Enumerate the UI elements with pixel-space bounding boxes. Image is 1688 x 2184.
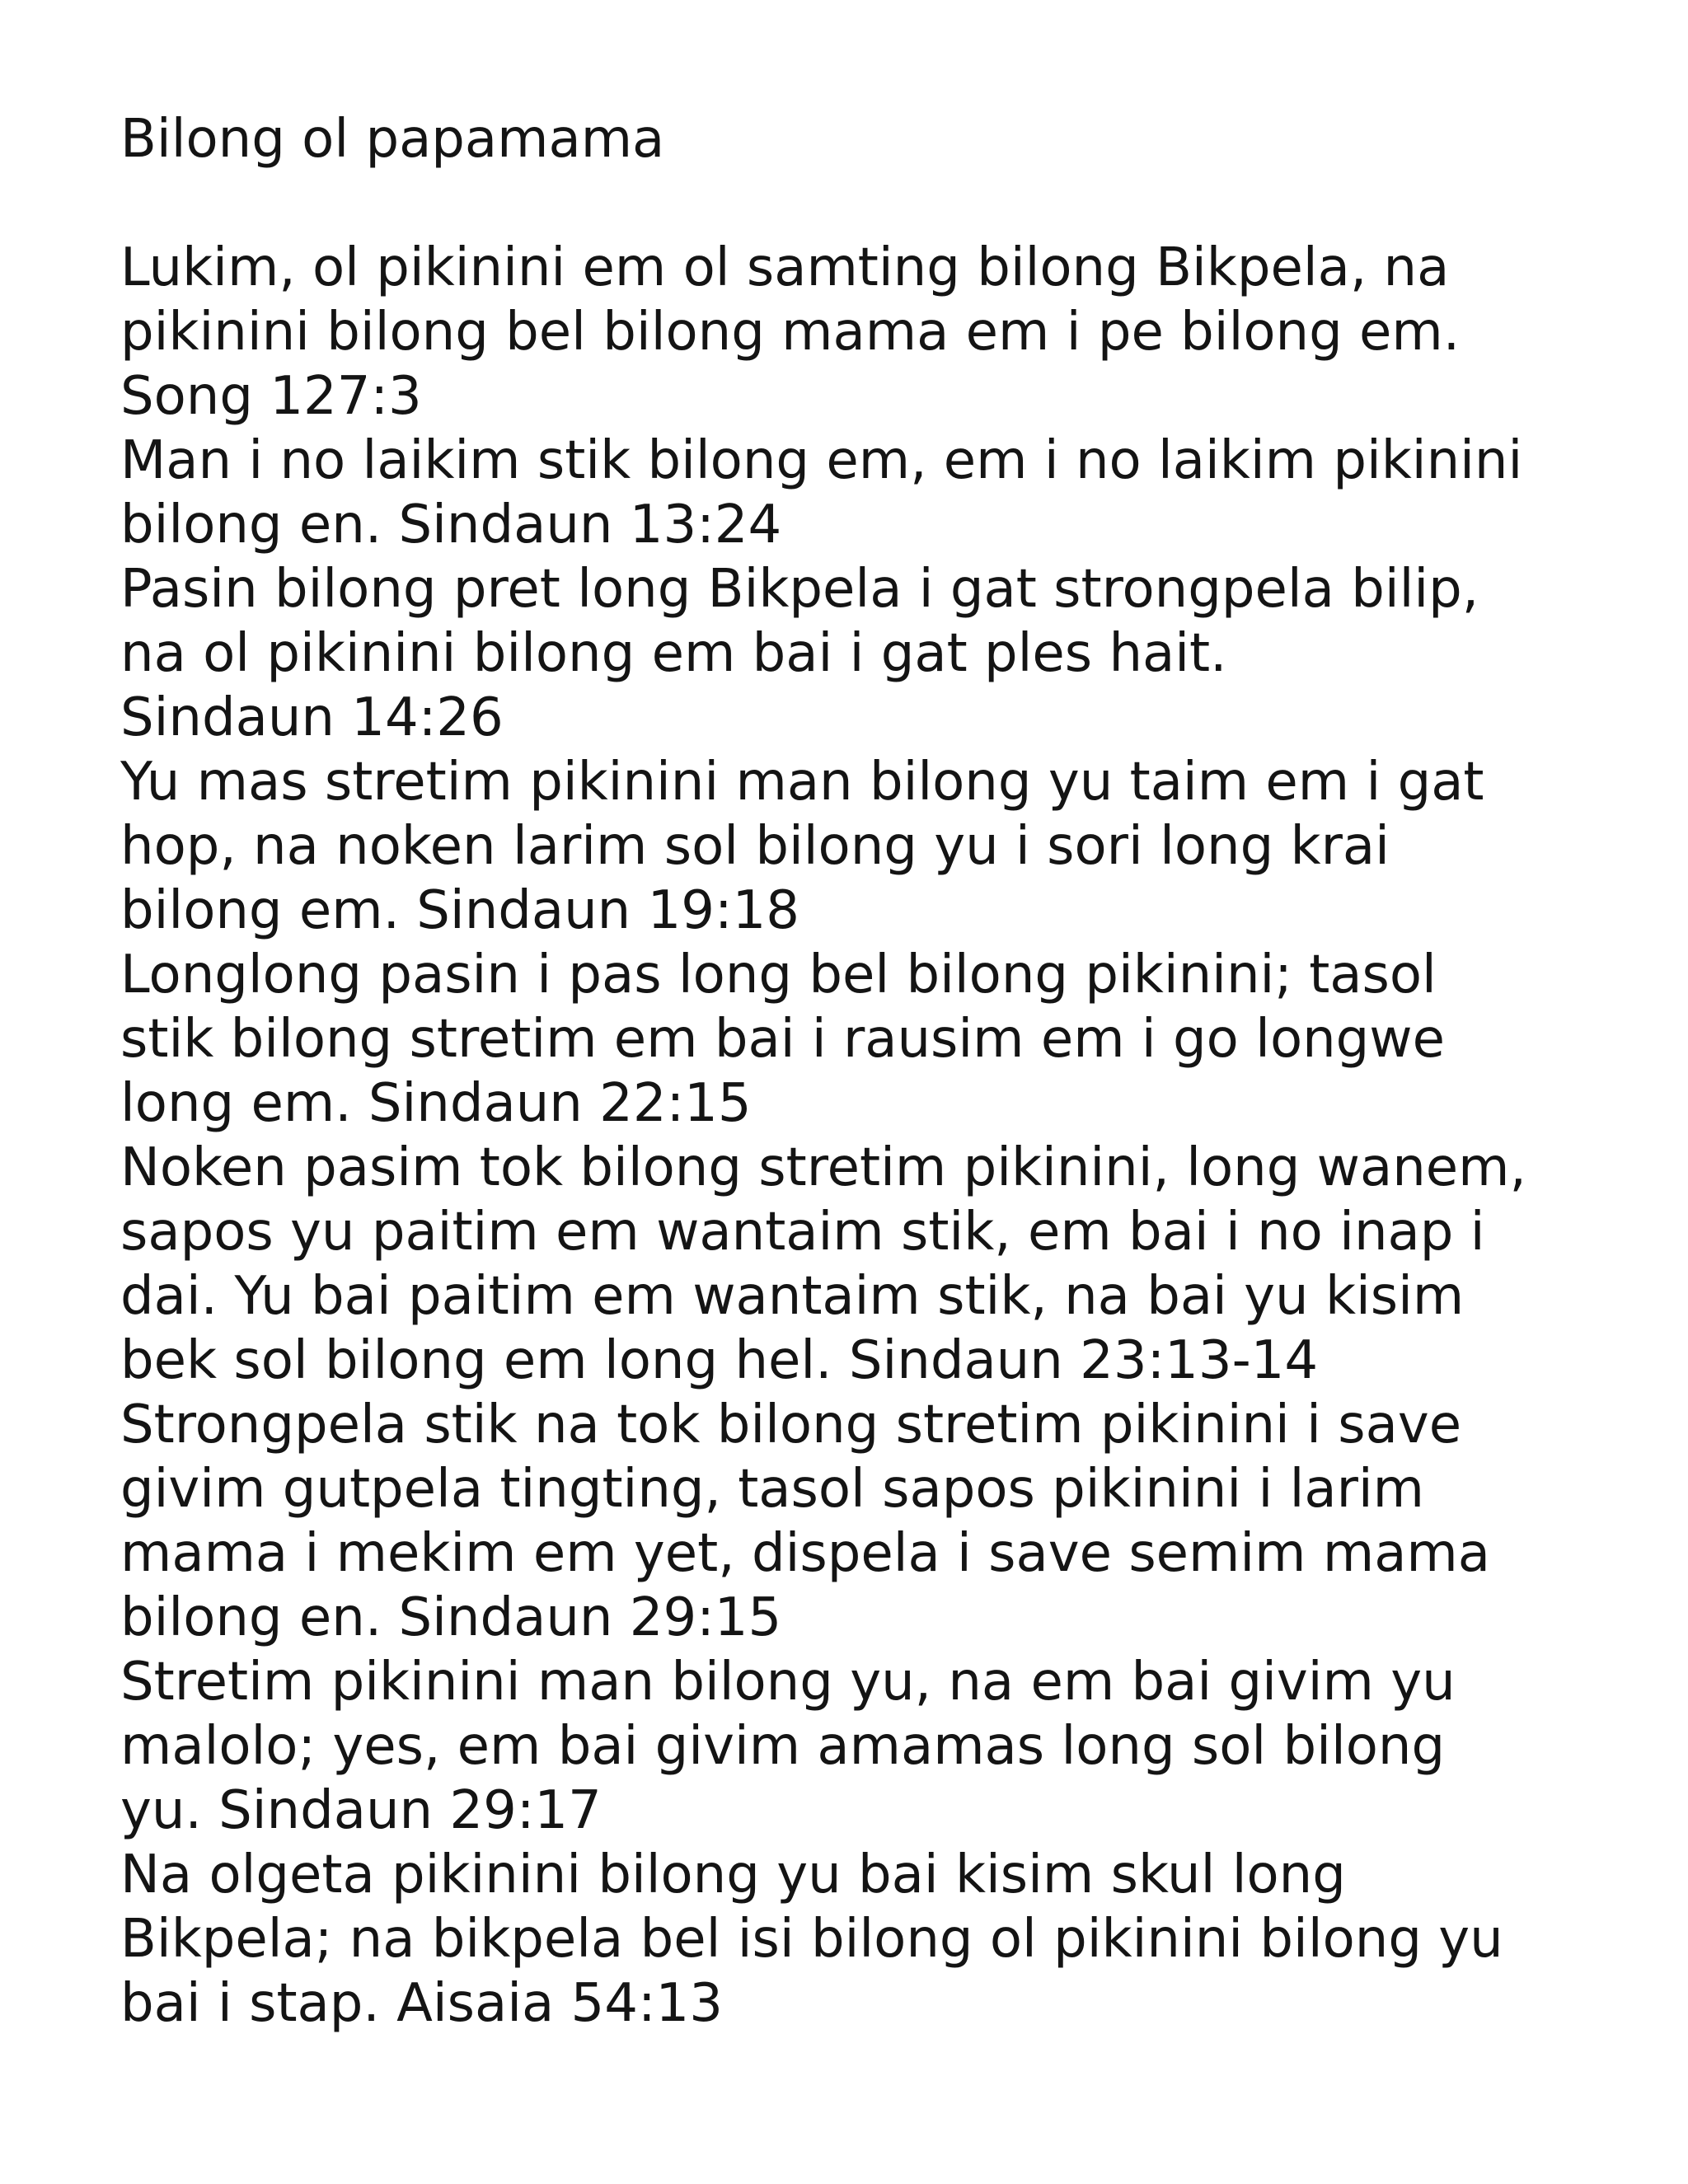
verse-line: Bikpela; na bikpela bel isi bilong ol pikinini bilong yu [120, 1909, 1503, 1970]
verse-line: bilong en. Sindaun 29:15 [120, 1587, 782, 1648]
verse-passage [120, 429, 1604, 557]
document-page [120, 107, 1604, 2036]
verse-passage [120, 1393, 1604, 1650]
verse-line: sapos yu paitim em wantaim stik, em bai i no inap i [120, 1202, 1485, 1263]
verse-line: bai i stap. Aisaia 54:13 [120, 1973, 723, 2034]
verse-passage [120, 943, 1604, 1136]
verse-line: Noken pasim tok bilong stretim pikinini, long wanem, [120, 1137, 1526, 1198]
verse-passage [120, 1136, 1604, 1393]
verse-passage [120, 557, 1604, 750]
verse-line: Yu mas stretim pikinini man bilong yu taim em i gat [120, 752, 1484, 813]
verse-line: bilong en. Sindaun 13:24 [120, 494, 782, 555]
verse-line: stik bilong stretim em bai i rausim em i go longwe [120, 1009, 1445, 1070]
verse-line: bek sol bilong em long hel. Sindaun 23:13-14 [120, 1330, 1319, 1391]
verse-line: Sindaun 14:26 [120, 687, 504, 748]
verse-passage [120, 1843, 1604, 2036]
verse-line: na ol pikinini bilong em bai i gat ples hait. [120, 623, 1227, 684]
verse-line: hop, na noken larim sol bilong yu i sori long krai [120, 816, 1390, 877]
verse-passage [120, 750, 1604, 943]
verse-line: Na olgeta pikinini bilong yu bai kisim skul long [120, 1844, 1346, 1905]
verse-line: Stretim pikinini man bilong yu, na em bai givim yu [120, 1652, 1456, 1713]
verse-line: bilong em. Sindaun 19:18 [120, 880, 799, 941]
verse-line: yu. Sindaun 29:17 [120, 1780, 602, 1841]
verse-line: Strongpela stik na tok bilong stretim pikinini i save [120, 1394, 1462, 1455]
verse-line: malolo; yes, em bai givim amamas long sol bilong [120, 1716, 1446, 1777]
verse-line: Lukim, ol pikinini em ol samting bilong Bikpela, na [120, 237, 1450, 298]
verse-line: pikinini bilong bel bilong mama em i pe bilong em. [120, 302, 1461, 363]
verse-passage [120, 1650, 1604, 1843]
verse-line: mama i mekim em yet, dispela i save semim mama [120, 1523, 1490, 1584]
verse-line: givim gutpela tingting, tasol sapos pikinini i larim [120, 1459, 1424, 1520]
verse-line: Pasin bilong pret long Bikpela i gat strongpela bilip, [120, 559, 1479, 620]
verse-line: Song 127:3 [120, 366, 422, 427]
verse-line: long em. Sindaun 22:15 [120, 1073, 752, 1134]
verse-line: Longlong pasin i pas long bel bilong pikinini; tasol [120, 944, 1437, 1005]
verse-line: dai. Yu bai paitim em wantaim stik, na bai yu kisim [120, 1266, 1465, 1327]
verse-line: Man i no laikim stik bilong em, em i no laikim pikinini [120, 430, 1523, 491]
verse-passage [120, 236, 1604, 429]
page-title: Bilong ol papamama [120, 109, 665, 170]
